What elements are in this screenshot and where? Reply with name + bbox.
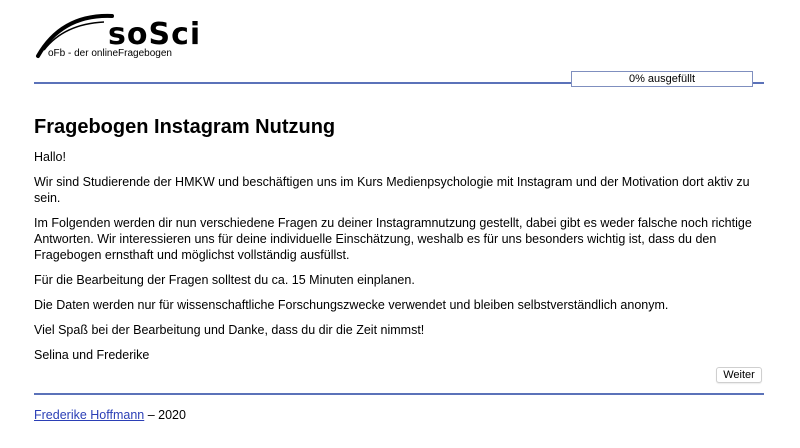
duration-paragraph: Für die Bearbeitung der Fragen solltest du ca. 15 Minuten einplanen. — [34, 273, 415, 287]
author-link[interactable]: Frederike Hoffmann — [34, 408, 145, 422]
privacy-paragraph: Die Daten werden nur für wissenschaftliche Forschungszwecke verwendet und bleiben selbstverständlich anonym. — [34, 298, 669, 312]
thanks-paragraph: Viel Spaß bei der Bearbeitung und Danke, dass du dir die Zeit nimmst! — [34, 323, 425, 337]
greeting: Hallo! — [34, 150, 66, 164]
intro-paragraph: Wir sind Studierende der HMKW und beschäftigen uns im Kurs Medienpsychologie mit Instagram und der Motivation dort aktiv zu sein. — [34, 175, 750, 205]
footer-year: – 2020 — [144, 408, 186, 422]
progress-label: 0% ausgefüllt — [628, 73, 696, 85]
logo-wordmark: soSci — [108, 17, 202, 52]
footer-divider — [34, 393, 764, 395]
intro-text — [34, 149, 764, 372]
page-title: Fragebogen Instagram Nutzung — [34, 116, 336, 138]
instructions-paragraph: Im Folgenden werden dir nun verschiedene Fragen zu deiner Instagramnutzung gestellt, dabei gibt es weder falsche noch richtige Antworten. Wir interessieren uns für deine individuelle Einschätzung, weshalb es für uns besonders wichtig ist, dass du den Fragebogen ernsthaft und möglichst vollständig ausfüllst. — [34, 216, 752, 262]
footer — [34, 407, 186, 423]
signature: Selina und Frederike — [34, 348, 150, 362]
progress-bar — [571, 71, 753, 87]
sosci-logo — [34, 10, 204, 62]
logo-tagline: oFb - der onlineFragebogen — [48, 48, 172, 59]
next-button[interactable]: Weiter — [716, 367, 762, 383]
